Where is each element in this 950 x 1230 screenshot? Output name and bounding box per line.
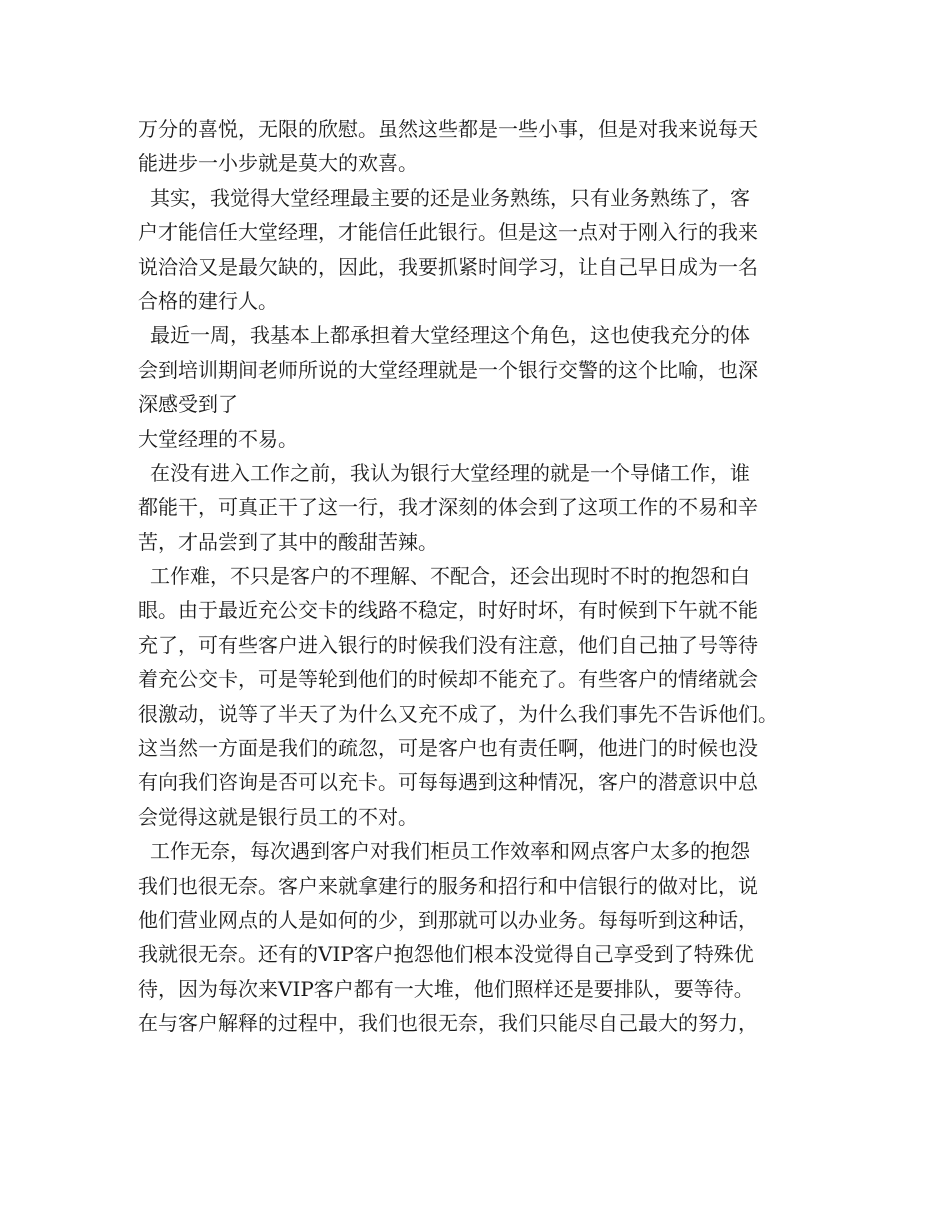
text-line: 着充公交卡，可是等轮到他们的时候却不能充了。有些客户的情绪就会 — [138, 667, 758, 692]
paragraph-first-line: 工作难，不只是客户的不理解、不配合，还会出现时不时的抱怨和白 — [150, 564, 750, 589]
paragraph-first-line: 其实，我觉得大堂经理最主要的还是业务熟练，只有业务熟练了，客 — [150, 185, 750, 210]
text-line: 户才能信任大堂经理，才能信任此银行。但是这一点对于刚入行的我来 — [138, 220, 758, 245]
paragraph-first-line: 最近一周，我基本上都承担着大堂经理这个角色，这也使我充分的体 — [150, 323, 750, 348]
text-line: 说洽洽又是最欠缺的，因此，我要抓紧时间学习，让自己早日成为一名 — [138, 254, 758, 279]
paragraph-first-line: 工作无奈，每次遇到客户对我们柜员工作效率和网点客户太多的抱怨 — [150, 839, 750, 864]
text-line: 我就很无奈。还有的VIP客户抱怨他们根本没觉得自己享受到了特殊优 — [138, 942, 754, 967]
body-text — [138, 112, 838, 1041]
text-line: 会到培训期间老师所说的大堂经理就是一个银行交警的这个比喻，也深 — [138, 357, 758, 382]
text-line: 深感受到了 — [138, 392, 238, 417]
paragraph-first-line: 在没有进入工作之前，我认为银行大堂经理的就是一个导储工作，谁 — [150, 460, 750, 485]
text-line: 苦，才品尝到了其中的酸甜苦辣。 — [138, 529, 438, 554]
text-line: 合格的建行人。 — [138, 288, 278, 313]
text-line: 我们也很无奈。客户来就拿建行的服务和招行和中信银行的做对比，说 — [138, 873, 758, 898]
text-line: 万分的喜悦，无限的欣慰。虽然这些都是一些小事，但是对我来说每天 — [138, 117, 758, 141]
text-line: 能进步一小步就是莫大的欢喜。 — [138, 151, 418, 176]
text-line: 待，因为每次来VIP客户都有一大堆，他们照样还是要排队，要等待。 — [138, 976, 754, 1001]
text-line: 充了，可有些客户进入银行的时候我们没有注意，他们自己抽了号等待 — [138, 632, 758, 657]
text-line: 都能干，可真正干了这一行，我才深刻的体会到了这项工作的不易和辛 — [138, 495, 758, 520]
text-line: 大堂经理的不易。 — [138, 426, 298, 451]
text-line: 会觉得这就是银行员工的不对。 — [138, 804, 418, 829]
text-line: 眼。由于最近充公交卡的线路不稳定，时好时坏，有时候到下午就不能 — [138, 598, 758, 623]
text-line: 这当然一方面是我们的疏忽，可是客户也有责任啊，他进门的时候也没 — [138, 736, 758, 761]
text-line: 在与客户解释的过程中，我们也很无奈，我们只能尽自己最大的努力， — [138, 1011, 758, 1036]
text-line: 有向我们咨询是否可以充卡。可每每遇到这种情况，客户的潜意识中总 — [138, 770, 758, 795]
text-line: 他们营业网点的人是如何的少，到那就可以办业务。每每听到这种话， — [138, 907, 758, 932]
text-line: 很激动，说等了半天了为什么又充不成了，为什么我们事先不告诉他们。 — [138, 701, 778, 726]
